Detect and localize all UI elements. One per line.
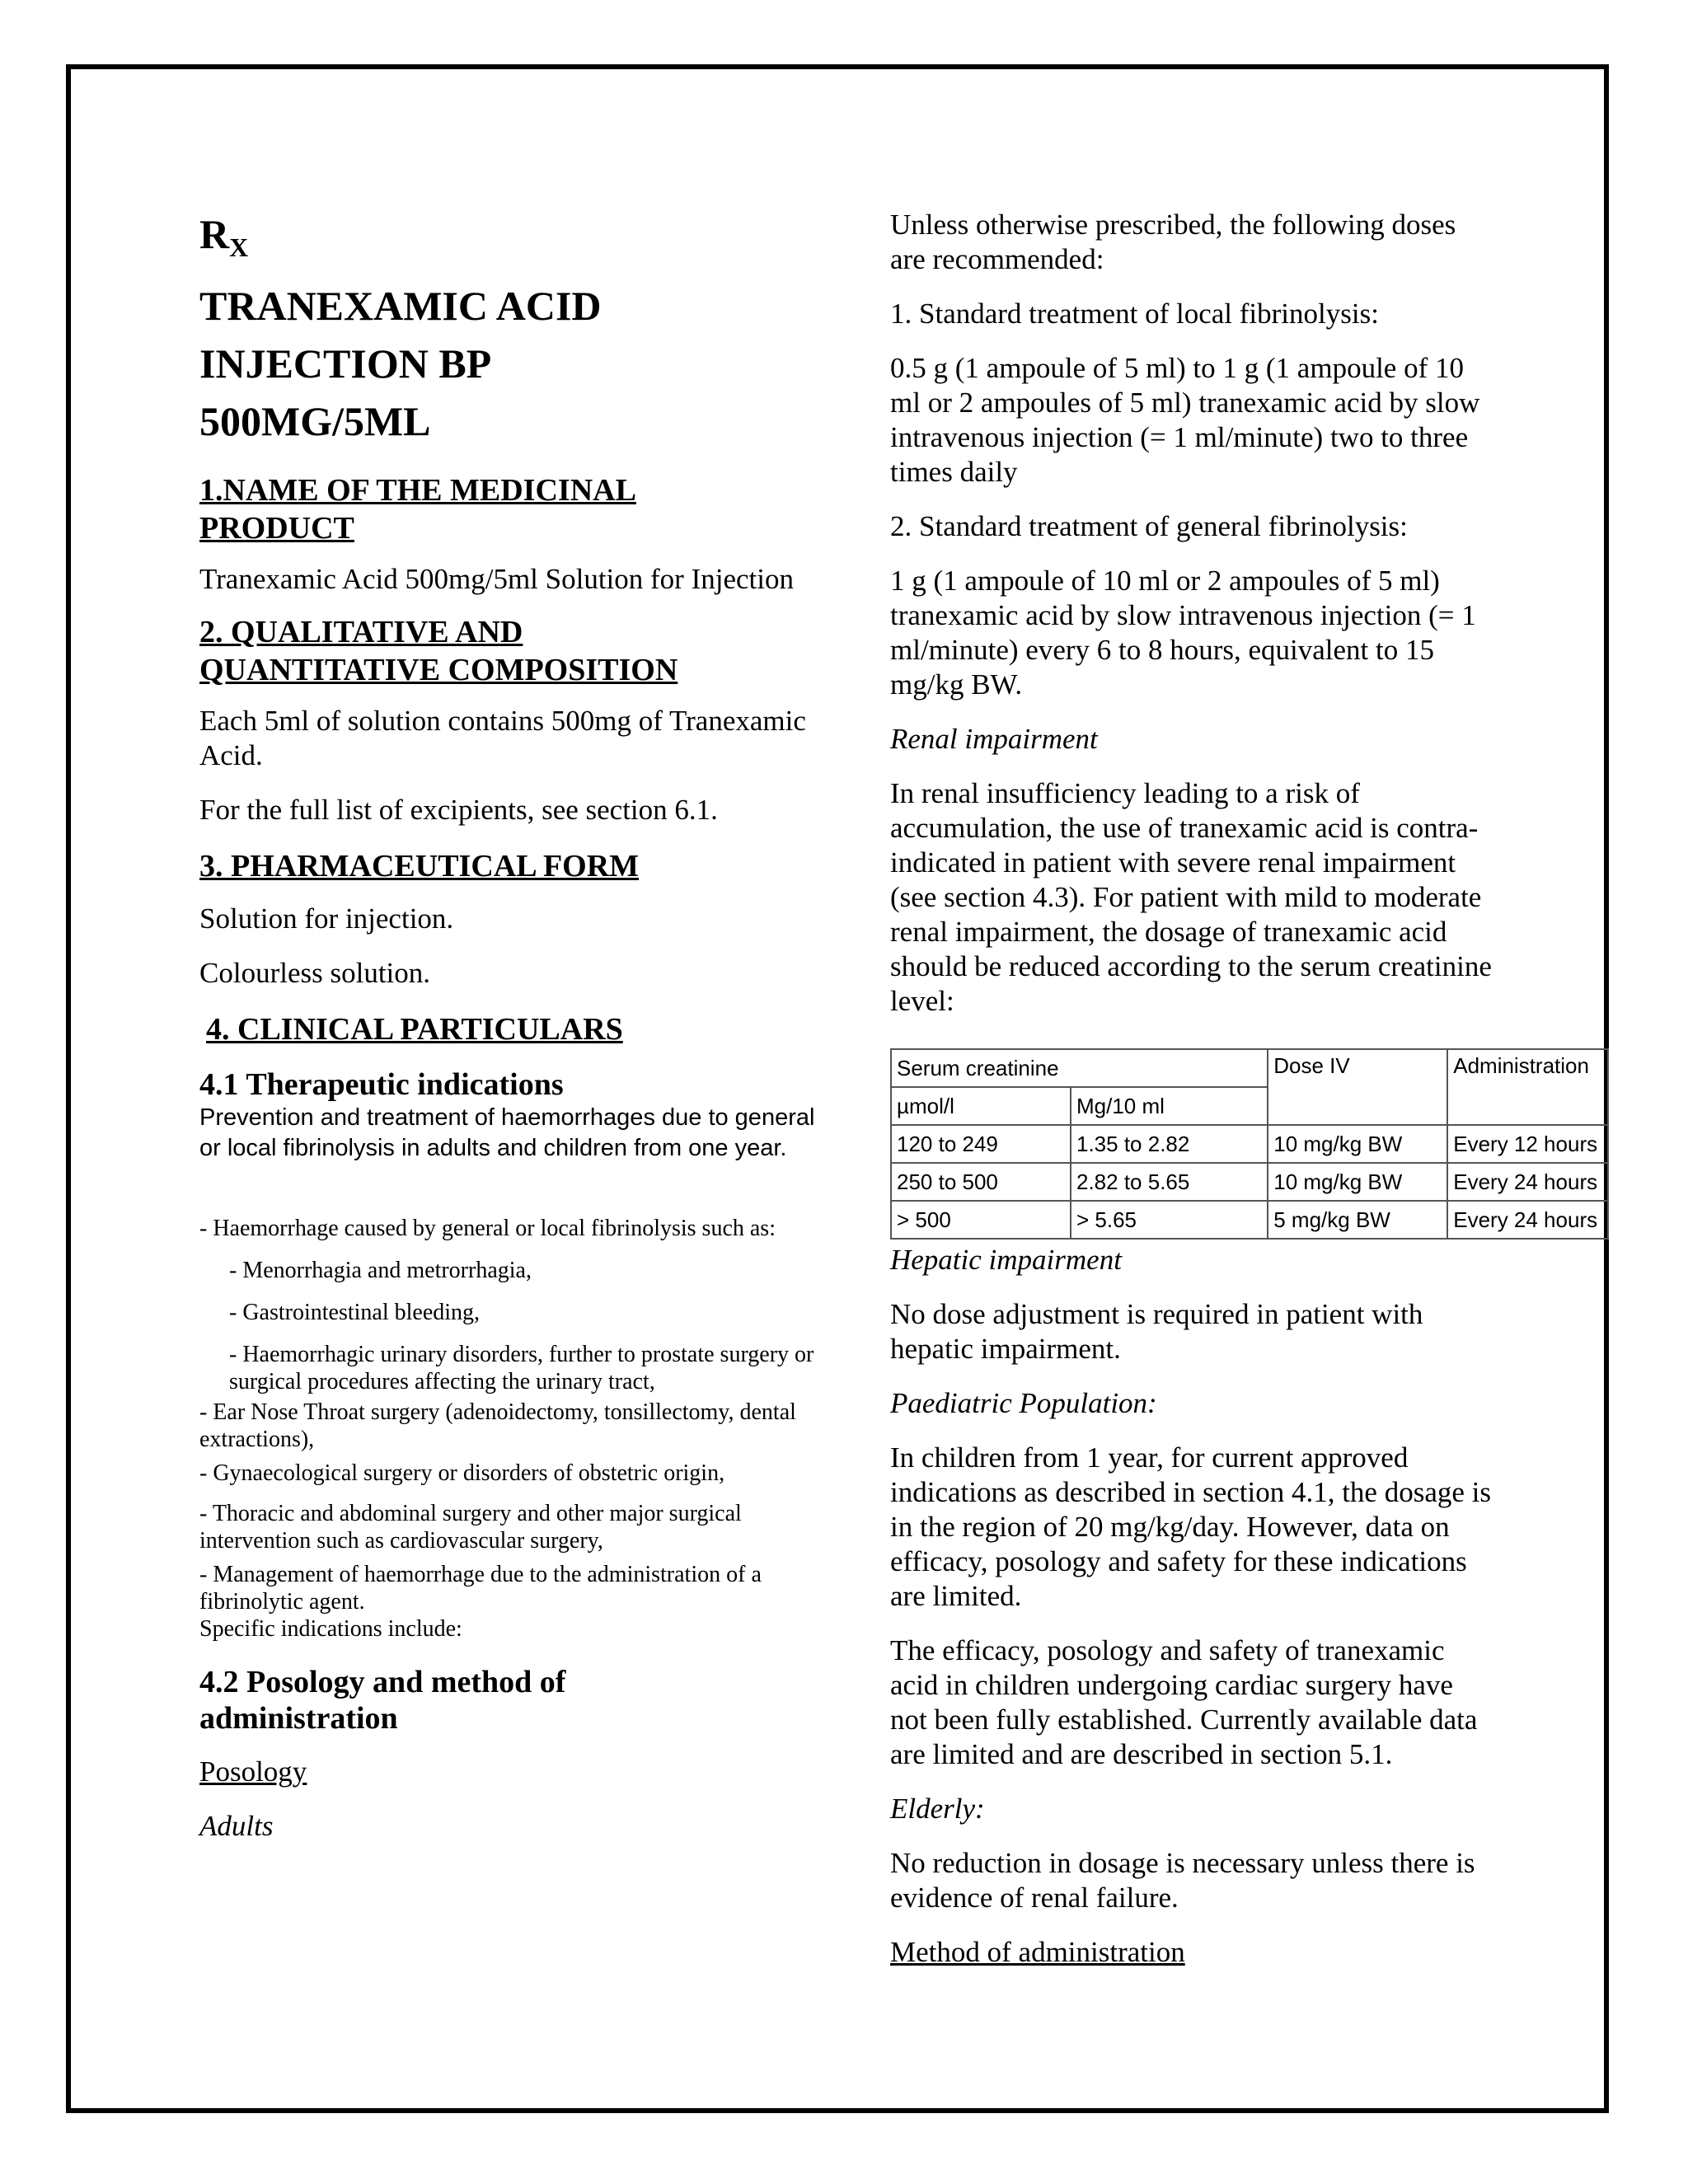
list-item: - Menorrhagia and metrorrhagia,: [229, 1258, 532, 1283]
table-cell: 120 to 249: [891, 1125, 1071, 1163]
section-4-1-heading: 4.1 Therapeutic indications: [199, 1067, 564, 1102]
section-4-2-heading: 4.2 Posology and method of administration: [199, 1665, 566, 1736]
table-cell: 250 to 500: [891, 1163, 1071, 1201]
table-cell: > 5.65: [1071, 1201, 1268, 1239]
right-column-lower: [890, 1243, 1492, 1970]
table-cell: > 500: [891, 1201, 1071, 1239]
section-1-text: Tranexamic Acid 500mg/5ml Solution for Injection: [199, 563, 794, 595]
table-cell: 5 mg/kg BW: [1268, 1201, 1447, 1239]
table-row: [891, 1201, 1608, 1239]
rx-symbol: $R_X$: [199, 211, 249, 262]
renal-dose-table: [890, 1048, 1609, 1240]
paediatric-text-1: In children from 1 year, for current approved indications as described in section 4.1, the dosage is in the region of 20 mg/kg/day. However, data on efficacy, posology and safety for these indications are limited.: [890, 1441, 1492, 1612]
list-item: Specific indications include:: [199, 1616, 462, 1642]
list-item: - Haemorrhagic urinary disorders, further to prostate surgery or surgical procedures affecting the urinary tract,: [229, 1342, 814, 1394]
elderly-heading: Elderly:: [890, 1793, 985, 1825]
section-2-heading: 2. QUALITATIVE AND QUANTITATIVE COMPOSITION: [199, 615, 678, 687]
left-column: [199, 201, 842, 1844]
header-serum-creatinine: Serum creatinine: [891, 1049, 1268, 1087]
section-4-1-text: Prevention and treatment of haemorrhages due to general or local fibrinolysis in adults and children from one year.: [199, 1104, 815, 1161]
section-3-text: Solution for injection.: [199, 902, 454, 935]
list-item: - Ear Nose Throat surgery (adenoidectomy, tonsillectomy, dental extractions),: [199, 1399, 796, 1452]
section-1-heading: 1.NAME OF THE MEDICINAL PRODUCT: [199, 473, 636, 546]
section-2-excipients: For the full list of excipients, see section 6.1.: [199, 794, 718, 826]
paediatric-heading: Paediatric Population:: [890, 1387, 1157, 1419]
table-row: [891, 1163, 1608, 1201]
hepatic-impairment-text: No dose adjustment is required in patient with hepatic impairment.: [890, 1298, 1423, 1365]
section-3-colour: Colourless solution.: [199, 957, 431, 989]
indications-list: [199, 1215, 842, 1643]
list-item: - Management of haemorrhage due to the administration of a fibrinolytic agent.: [199, 1562, 762, 1615]
header-dose-iv: Dose IV: [1268, 1049, 1447, 1125]
right-column: [890, 208, 1492, 1019]
local-fibrinolysis-text: 0.5 g (1 ampoule of 5 ml) to 1 g (1 ampoule of 10 ml or 2 ampoules of 5 ml) tranexamic acid by slow intravenous injection (= 1 ml/minute) two to three times daily: [890, 352, 1480, 488]
list-item: - Gynaecological surgery or disorders of obstetric origin,: [199, 1460, 725, 1486]
table-cell: Every 24 hours: [1447, 1163, 1608, 1201]
adults-heading: Adults: [199, 1810, 274, 1842]
table-cell: Every 24 hours: [1447, 1201, 1608, 1239]
table-row: [891, 1125, 1608, 1163]
table-cell: 1.35 to 2.82: [1071, 1125, 1268, 1163]
table-header-row: [891, 1049, 1608, 1087]
general-fibrinolysis-text: 1 g (1 ampoule of 10 ml or 2 ampoules of 5 ml) tranexamic acid by slow intravenous injection (= 1 ml/minute) every 6 to 8 hours, equivalent to 15 mg/kg BW.: [890, 565, 1476, 701]
header-administration: Administration: [1447, 1049, 1608, 1125]
section-2-text: Each 5ml of solution contains 500mg of Tranexamic Acid.: [199, 705, 806, 771]
table-cell: 10 mg/kg BW: [1268, 1163, 1447, 1201]
list-item: - Thoracic and abdominal surgery and other major surgical intervention such as cardiovascular surgery,: [199, 1501, 742, 1554]
posology-heading: Posology: [199, 1755, 307, 1788]
section-4-heading: 4. CLINICAL PARTICULARS: [206, 1012, 623, 1047]
paediatric-text-2: The efficacy, posology and safety of tranexamic acid in children undergoing cardiac surgery have not been fully established. Currently available data are limited and are described in section 5.1.: [890, 1634, 1478, 1770]
header-mg: Mg/10 ml: [1071, 1087, 1268, 1125]
general-fibrinolysis-heading: 2. Standard treatment of general fibrinolysis:: [890, 510, 1408, 542]
list-item: - Gastrointestinal bleeding,: [229, 1300, 481, 1325]
section-3-heading: 3. PHARMACEUTICAL FORM: [199, 849, 640, 883]
list-item: - Haemorrhage caused by general or local fibrinolysis such as:: [199, 1216, 776, 1241]
local-fibrinolysis-heading: 1. Standard treatment of local fibrinolysis:: [890, 298, 1379, 330]
header-umol: µmol/l: [891, 1087, 1071, 1125]
table-cell: Every 12 hours: [1447, 1125, 1608, 1163]
method-of-administration-heading: Method of administration: [890, 1936, 1185, 1968]
hepatic-impairment-heading: Hepatic impairment: [890, 1244, 1122, 1276]
renal-impairment-heading: Renal impairment: [890, 723, 1098, 755]
table-cell: 2.82 to 5.65: [1071, 1163, 1268, 1201]
renal-impairment-text: In renal insufficiency leading to a risk of accumulation, the use of tranexamic acid is contra-indicated in patient with severe renal impairment (see section 4.3). For patient with mild to moderate renal impairment, the dosage of tranexamic acid should be reduced according to the serum creatinine level:: [890, 777, 1492, 1017]
table-cell: 10 mg/kg BW: [1268, 1125, 1447, 1163]
dose-intro: Unless otherwise prescribed, the following doses are recommended:: [890, 209, 1456, 275]
elderly-text: No reduction in dosage is necessary unless there is evidence of renal failure.: [890, 1847, 1475, 1914]
product-title: TRANEXAMIC ACID INJECTION BP 500MG/5ML: [199, 283, 602, 444]
